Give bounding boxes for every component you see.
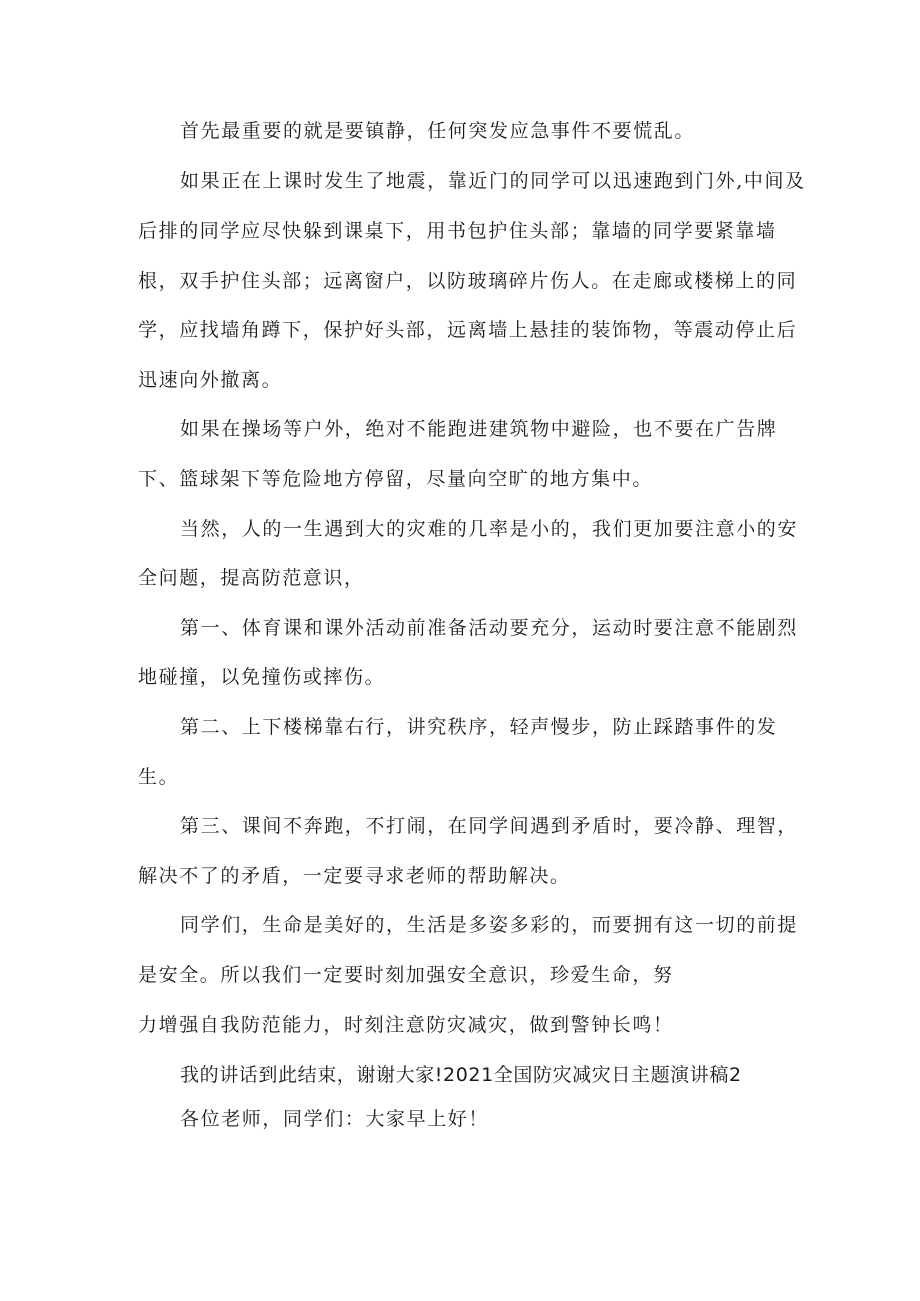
text-line-7: 如果在操场等户外，绝对不能跑进建筑物中避险，也不要在广告牌 [180,418,778,440]
text-line-20: 我的讲话到此结束，谢谢大家!2021全国防灾减灾日主题演讲稿2 [180,1064,742,1086]
text-line-14: 生。 [138,766,180,788]
text-line-12: 地碰撞，以免撞伤或摔伤。 [138,666,386,688]
text-line-13: 第二、上下楼梯靠右行，讲究秩序，轻声慢步，防止踩踏事件的发 [180,716,778,738]
text-line-17: 同学们，生命是美好的，生活是多姿多彩的，而要拥有这一切的前提 [180,914,799,936]
text-line-15: 第三、课间不奔跑，不打闹，在同学间遇到矛盾时，要冷静、理智， [180,815,799,837]
text-line-6: 迅速向外撤离。 [138,369,283,391]
text-line-19: 力增强自我防范能力，时刻注意防灾减灾，做到警钟长鸣！ [138,1014,674,1036]
text-line-2: 如果正在上课时发生了地震，靠近门的同学可以迅速跑到门外,中间及 [180,170,806,192]
text-line-3: 后排的同学应尽快躲到课桌下，用书包护住头部；靠墙的同学要紧靠墙 [138,220,777,242]
text-line-1: 首先最重要的就是要镇静，任何突发应急事件不要慌乱。 [180,120,696,142]
text-line-10: 全问题，提高防范意识， [138,567,365,589]
text-line-9: 当然，人的一生遇到大的灾难的几率是小的，我们更加要注意小的安 [180,518,799,540]
text-line-5: 学，应找墙角蹲下，保护好头部，远离墙上悬挂的装饰物，等震动停止后 [138,319,798,341]
text-line-18: 是安全。所以我们一定要时刻加强安全意识，珍爱生命，努 [138,964,674,986]
text-line-21: 各位老师，同学们：大家早上好！ [180,1108,490,1130]
text-line-16: 解决不了的矛盾，一定要寻求老师的帮助解决。 [138,865,571,887]
text-line-11: 第一、体育课和课外活动前准备活动要充分，运动时要注意不能剧烈 [180,617,799,639]
text-line-4: 根，双手护住头部；远离窗户，以防玻璃碎片伤人。在走廊或楼梯上的同 [138,270,798,292]
text-line-8: 下、篮球架下等危险地方停留，尽量向空旷的地方集中。 [138,468,654,490]
